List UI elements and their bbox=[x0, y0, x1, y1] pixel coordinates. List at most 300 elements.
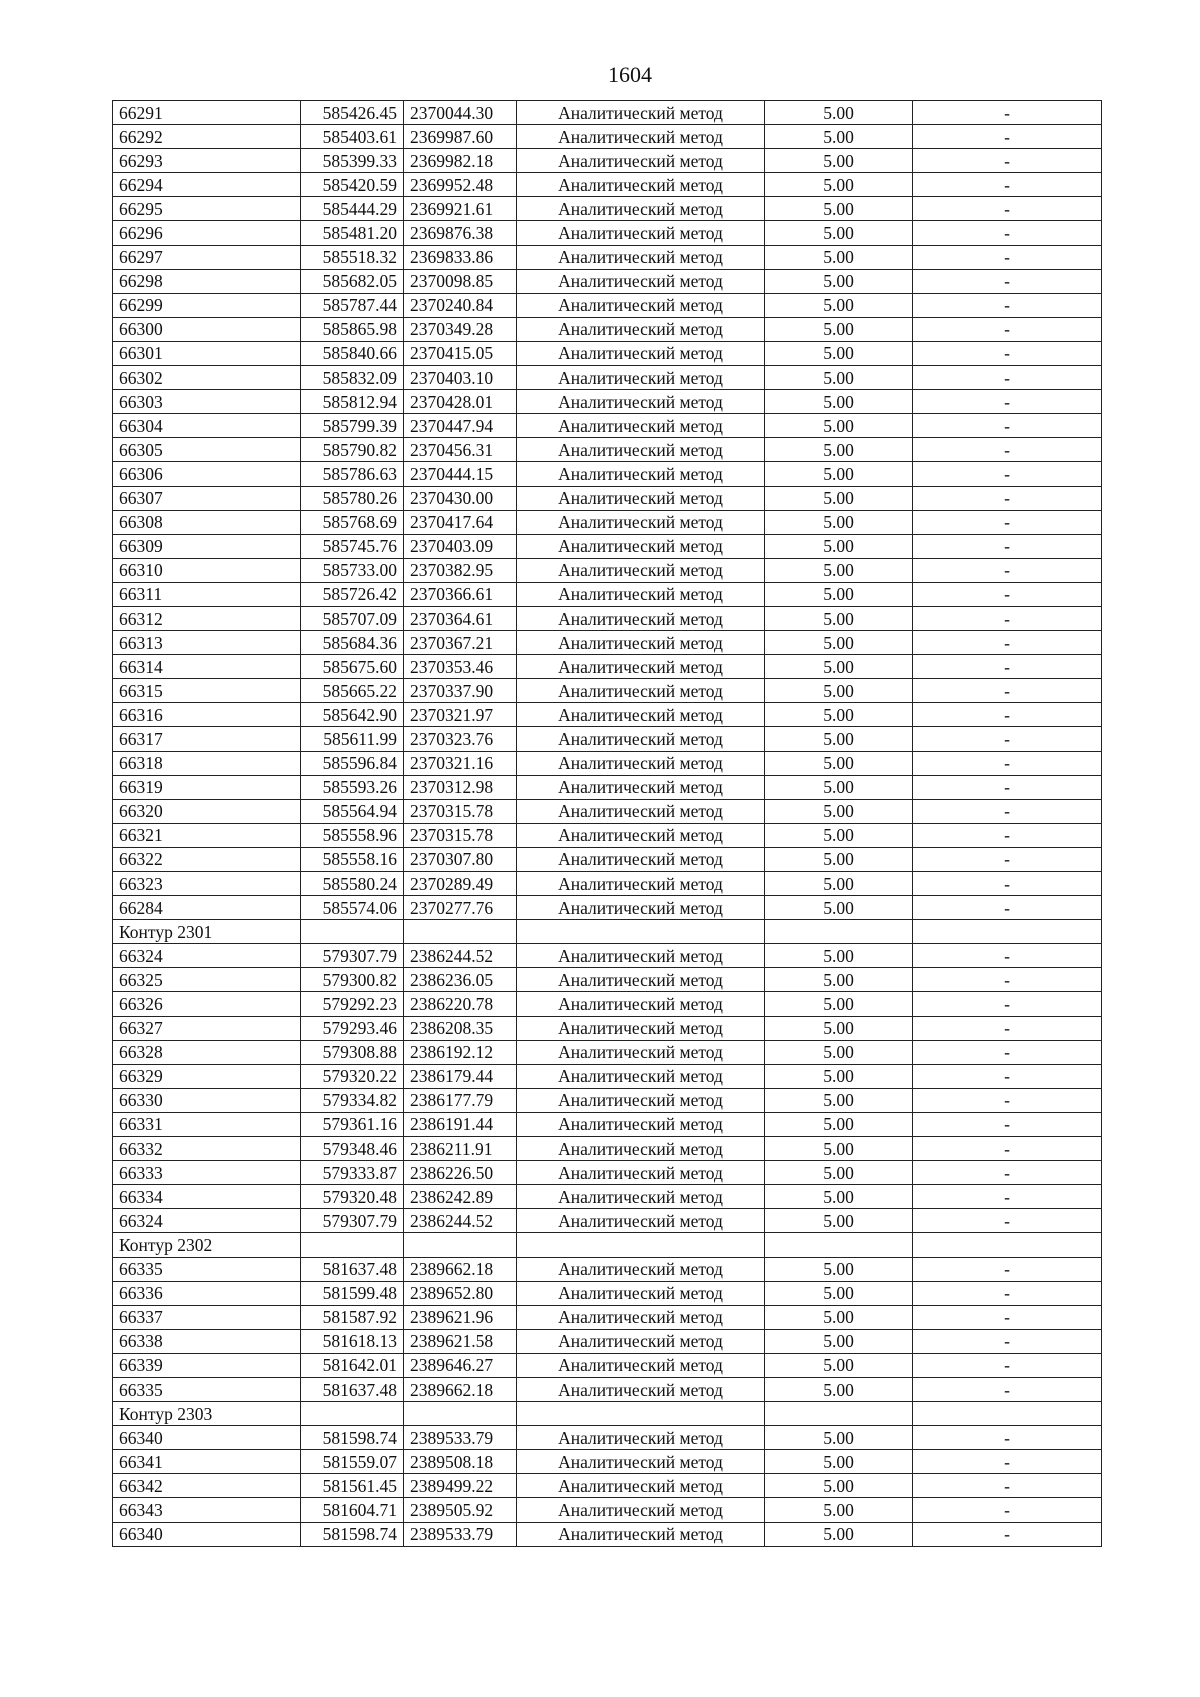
empty-cell bbox=[517, 1233, 765, 1257]
accuracy-cell: 5.00 bbox=[765, 390, 913, 414]
method-cell: Аналитический метод bbox=[517, 341, 765, 365]
note-cell: - bbox=[913, 606, 1102, 630]
y-coordinate-cell: 2389621.58 bbox=[404, 1329, 517, 1353]
point-id-cell: 66340 bbox=[113, 1426, 301, 1450]
point-id-cell: 66311 bbox=[113, 582, 301, 606]
note-cell: - bbox=[913, 1353, 1102, 1377]
method-cell: Аналитический метод bbox=[517, 197, 765, 221]
table-row bbox=[113, 727, 1102, 751]
y-coordinate-cell: 2370240.84 bbox=[404, 293, 517, 317]
y-coordinate-cell: 2370321.97 bbox=[404, 703, 517, 727]
note-cell: - bbox=[913, 631, 1102, 655]
table-row bbox=[113, 414, 1102, 438]
method-cell: Аналитический метод bbox=[517, 486, 765, 510]
x-coordinate-cell: 585642.90 bbox=[301, 703, 404, 727]
point-id-cell: 66298 bbox=[113, 269, 301, 293]
point-id-cell: 66337 bbox=[113, 1305, 301, 1329]
accuracy-cell: 5.00 bbox=[765, 1474, 913, 1498]
accuracy-cell: 5.00 bbox=[765, 269, 913, 293]
table-row bbox=[113, 679, 1102, 703]
method-cell: Аналитический метод bbox=[517, 606, 765, 630]
method-cell: Аналитический метод bbox=[517, 558, 765, 582]
point-id-cell: 66300 bbox=[113, 317, 301, 341]
x-coordinate-cell: 581587.92 bbox=[301, 1305, 404, 1329]
point-id-cell: 66342 bbox=[113, 1474, 301, 1498]
table-row bbox=[113, 1305, 1102, 1329]
table-row bbox=[113, 1498, 1102, 1522]
accuracy-cell: 5.00 bbox=[765, 631, 913, 655]
x-coordinate-cell: 585682.05 bbox=[301, 269, 404, 293]
x-coordinate-cell: 585518.32 bbox=[301, 245, 404, 269]
point-id-cell: 66338 bbox=[113, 1329, 301, 1353]
x-coordinate-cell: 579320.48 bbox=[301, 1185, 404, 1209]
method-cell: Аналитический метод bbox=[517, 992, 765, 1016]
table-row bbox=[113, 1474, 1102, 1498]
table-row bbox=[113, 173, 1102, 197]
y-coordinate-cell: 2370403.10 bbox=[404, 366, 517, 390]
table-row bbox=[113, 992, 1102, 1016]
note-cell: - bbox=[913, 847, 1102, 871]
method-cell: Аналитический метод bbox=[517, 438, 765, 462]
x-coordinate-cell: 585865.98 bbox=[301, 317, 404, 341]
table-row bbox=[113, 751, 1102, 775]
table-row bbox=[113, 703, 1102, 727]
table-row bbox=[113, 847, 1102, 871]
method-cell: Аналитический метод bbox=[517, 631, 765, 655]
y-coordinate-cell: 2370367.21 bbox=[404, 631, 517, 655]
note-cell: - bbox=[913, 269, 1102, 293]
method-cell: Аналитический метод bbox=[517, 703, 765, 727]
point-id-cell: 66339 bbox=[113, 1353, 301, 1377]
method-cell: Аналитический метод bbox=[517, 293, 765, 317]
note-cell: - bbox=[913, 582, 1102, 606]
x-coordinate-cell: 585420.59 bbox=[301, 173, 404, 197]
accuracy-cell: 5.00 bbox=[765, 1137, 913, 1161]
note-cell: - bbox=[913, 293, 1102, 317]
point-id-cell: 66335 bbox=[113, 1257, 301, 1281]
x-coordinate-cell: 579320.22 bbox=[301, 1064, 404, 1088]
table-row bbox=[113, 1450, 1102, 1474]
y-coordinate-cell: 2389533.79 bbox=[404, 1522, 517, 1546]
contour-label: Контур 2302 bbox=[113, 1233, 301, 1257]
y-coordinate-cell: 2389662.18 bbox=[404, 1257, 517, 1281]
coordinates-table bbox=[112, 100, 1102, 1547]
y-coordinate-cell: 2370366.61 bbox=[404, 582, 517, 606]
table-row bbox=[113, 655, 1102, 679]
point-id-cell: 66325 bbox=[113, 968, 301, 992]
x-coordinate-cell: 585403.61 bbox=[301, 125, 404, 149]
note-cell: - bbox=[913, 486, 1102, 510]
x-coordinate-cell: 579300.82 bbox=[301, 968, 404, 992]
method-cell: Аналитический метод bbox=[517, 968, 765, 992]
point-id-cell: 66331 bbox=[113, 1112, 301, 1136]
empty-cell bbox=[301, 1402, 404, 1426]
x-coordinate-cell: 585444.29 bbox=[301, 197, 404, 221]
y-coordinate-cell: 2370417.64 bbox=[404, 510, 517, 534]
note-cell: - bbox=[913, 1040, 1102, 1064]
table-row bbox=[113, 197, 1102, 221]
y-coordinate-cell: 2386244.52 bbox=[404, 944, 517, 968]
accuracy-cell: 5.00 bbox=[765, 245, 913, 269]
note-cell: - bbox=[913, 1257, 1102, 1281]
note-cell: - bbox=[913, 125, 1102, 149]
y-coordinate-cell: 2370428.01 bbox=[404, 390, 517, 414]
note-cell: - bbox=[913, 1426, 1102, 1450]
accuracy-cell: 5.00 bbox=[765, 872, 913, 896]
note-cell: - bbox=[913, 558, 1102, 582]
empty-cell bbox=[765, 1402, 913, 1426]
accuracy-cell: 5.00 bbox=[765, 751, 913, 775]
point-id-cell: 66297 bbox=[113, 245, 301, 269]
table-row bbox=[113, 486, 1102, 510]
accuracy-cell: 5.00 bbox=[765, 558, 913, 582]
x-coordinate-cell: 579308.88 bbox=[301, 1040, 404, 1064]
method-cell: Аналитический метод bbox=[517, 1522, 765, 1546]
method-cell: Аналитический метод bbox=[517, 1474, 765, 1498]
accuracy-cell: 5.00 bbox=[765, 1016, 913, 1040]
point-id-cell: 66299 bbox=[113, 293, 301, 317]
empty-cell bbox=[404, 1402, 517, 1426]
empty-cell bbox=[301, 920, 404, 944]
y-coordinate-cell: 2370364.61 bbox=[404, 606, 517, 630]
table-row bbox=[113, 221, 1102, 245]
note-cell: - bbox=[913, 1161, 1102, 1185]
point-id-cell: 66318 bbox=[113, 751, 301, 775]
x-coordinate-cell: 581637.48 bbox=[301, 1377, 404, 1401]
y-coordinate-cell: 2389621.96 bbox=[404, 1305, 517, 1329]
method-cell: Аналитический метод bbox=[517, 582, 765, 606]
y-coordinate-cell: 2370456.31 bbox=[404, 438, 517, 462]
table-row bbox=[113, 1185, 1102, 1209]
point-id-cell: 66328 bbox=[113, 1040, 301, 1064]
accuracy-cell: 5.00 bbox=[765, 341, 913, 365]
point-id-cell: 66335 bbox=[113, 1377, 301, 1401]
accuracy-cell: 5.00 bbox=[765, 125, 913, 149]
x-coordinate-cell: 585799.39 bbox=[301, 414, 404, 438]
y-coordinate-cell: 2389646.27 bbox=[404, 1353, 517, 1377]
x-coordinate-cell: 579333.87 bbox=[301, 1161, 404, 1185]
y-coordinate-cell: 2389533.79 bbox=[404, 1426, 517, 1450]
y-coordinate-cell: 2370312.98 bbox=[404, 775, 517, 799]
method-cell: Аналитический метод bbox=[517, 221, 765, 245]
point-id-cell: 66292 bbox=[113, 125, 301, 149]
y-coordinate-cell: 2386226.50 bbox=[404, 1161, 517, 1185]
point-id-cell: 66327 bbox=[113, 1016, 301, 1040]
accuracy-cell: 5.00 bbox=[765, 1498, 913, 1522]
table-row bbox=[113, 1016, 1102, 1040]
method-cell: Аналитический метод bbox=[517, 1377, 765, 1401]
note-cell: - bbox=[913, 1329, 1102, 1353]
method-cell: Аналитический метод bbox=[517, 534, 765, 558]
x-coordinate-cell: 579361.16 bbox=[301, 1112, 404, 1136]
y-coordinate-cell: 2370415.05 bbox=[404, 341, 517, 365]
x-coordinate-cell: 585593.26 bbox=[301, 775, 404, 799]
point-id-cell: 66336 bbox=[113, 1281, 301, 1305]
note-cell: - bbox=[913, 245, 1102, 269]
method-cell: Аналитический метод bbox=[517, 1426, 765, 1450]
empty-cell bbox=[765, 920, 913, 944]
note-cell: - bbox=[913, 872, 1102, 896]
point-id-cell: 66293 bbox=[113, 149, 301, 173]
x-coordinate-cell: 579307.79 bbox=[301, 1209, 404, 1233]
note-cell: - bbox=[913, 366, 1102, 390]
accuracy-cell: 5.00 bbox=[765, 1329, 913, 1353]
method-cell: Аналитический метод bbox=[517, 1040, 765, 1064]
y-coordinate-cell: 2370444.15 bbox=[404, 462, 517, 486]
empty-cell bbox=[517, 1402, 765, 1426]
y-coordinate-cell: 2389499.22 bbox=[404, 1474, 517, 1498]
accuracy-cell: 5.00 bbox=[765, 606, 913, 630]
x-coordinate-cell: 581642.01 bbox=[301, 1353, 404, 1377]
method-cell: Аналитический метод bbox=[517, 462, 765, 486]
point-id-cell: 66304 bbox=[113, 414, 301, 438]
note-cell: - bbox=[913, 1377, 1102, 1401]
note-cell: - bbox=[913, 727, 1102, 751]
x-coordinate-cell: 585780.26 bbox=[301, 486, 404, 510]
point-id-cell: 66322 bbox=[113, 847, 301, 871]
x-coordinate-cell: 585558.16 bbox=[301, 847, 404, 871]
accuracy-cell: 5.00 bbox=[765, 317, 913, 341]
accuracy-cell: 5.00 bbox=[765, 1040, 913, 1064]
point-id-cell: 66316 bbox=[113, 703, 301, 727]
table-row bbox=[113, 125, 1102, 149]
table-row bbox=[113, 341, 1102, 365]
table-row bbox=[113, 872, 1102, 896]
x-coordinate-cell: 585684.36 bbox=[301, 631, 404, 655]
point-id-cell: 66291 bbox=[113, 101, 301, 125]
point-id-cell: 66321 bbox=[113, 823, 301, 847]
accuracy-cell: 5.00 bbox=[765, 221, 913, 245]
accuracy-cell: 5.00 bbox=[765, 847, 913, 871]
accuracy-cell: 5.00 bbox=[765, 414, 913, 438]
y-coordinate-cell: 2370430.00 bbox=[404, 486, 517, 510]
table-row bbox=[113, 606, 1102, 630]
method-cell: Аналитический метод bbox=[517, 1064, 765, 1088]
y-coordinate-cell: 2369833.86 bbox=[404, 245, 517, 269]
y-coordinate-cell: 2369876.38 bbox=[404, 221, 517, 245]
method-cell: Аналитический метод bbox=[517, 872, 765, 896]
y-coordinate-cell: 2389505.92 bbox=[404, 1498, 517, 1522]
contour-header-row bbox=[113, 920, 1102, 944]
table-row bbox=[113, 1137, 1102, 1161]
accuracy-cell: 5.00 bbox=[765, 1377, 913, 1401]
point-id-cell: 66302 bbox=[113, 366, 301, 390]
table-row bbox=[113, 269, 1102, 293]
x-coordinate-cell: 585675.60 bbox=[301, 655, 404, 679]
method-cell: Аналитический метод bbox=[517, 1257, 765, 1281]
x-coordinate-cell: 581598.74 bbox=[301, 1426, 404, 1450]
accuracy-cell: 5.00 bbox=[765, 1426, 913, 1450]
method-cell: Аналитический метод bbox=[517, 1185, 765, 1209]
accuracy-cell: 5.00 bbox=[765, 149, 913, 173]
point-id-cell: 66333 bbox=[113, 1161, 301, 1185]
method-cell: Аналитический метод bbox=[517, 366, 765, 390]
method-cell: Аналитический метод bbox=[517, 510, 765, 534]
note-cell: - bbox=[913, 944, 1102, 968]
y-coordinate-cell: 2389508.18 bbox=[404, 1450, 517, 1474]
contour-header-row bbox=[113, 1402, 1102, 1426]
point-id-cell: 66294 bbox=[113, 173, 301, 197]
note-cell: - bbox=[913, 1522, 1102, 1546]
table-row bbox=[113, 1377, 1102, 1401]
method-cell: Аналитический метод bbox=[517, 823, 765, 847]
point-id-cell: 66343 bbox=[113, 1498, 301, 1522]
note-cell: - bbox=[913, 968, 1102, 992]
y-coordinate-cell: 2369982.18 bbox=[404, 149, 517, 173]
contour-label: Контур 2301 bbox=[113, 920, 301, 944]
x-coordinate-cell: 585812.94 bbox=[301, 390, 404, 414]
method-cell: Аналитический метод bbox=[517, 1112, 765, 1136]
table-row bbox=[113, 1353, 1102, 1377]
note-cell: - bbox=[913, 1305, 1102, 1329]
accuracy-cell: 5.00 bbox=[765, 366, 913, 390]
accuracy-cell: 5.00 bbox=[765, 775, 913, 799]
point-id-cell: 66296 bbox=[113, 221, 301, 245]
y-coordinate-cell: 2369952.48 bbox=[404, 173, 517, 197]
table-row bbox=[113, 1040, 1102, 1064]
accuracy-cell: 5.00 bbox=[765, 799, 913, 823]
method-cell: Аналитический метод bbox=[517, 799, 765, 823]
note-cell: - bbox=[913, 775, 1102, 799]
accuracy-cell: 5.00 bbox=[765, 1281, 913, 1305]
empty-cell bbox=[301, 1233, 404, 1257]
y-coordinate-cell: 2386244.52 bbox=[404, 1209, 517, 1233]
y-coordinate-cell: 2370337.90 bbox=[404, 679, 517, 703]
note-cell: - bbox=[913, 221, 1102, 245]
y-coordinate-cell: 2369921.61 bbox=[404, 197, 517, 221]
note-cell: - bbox=[913, 510, 1102, 534]
accuracy-cell: 5.00 bbox=[765, 655, 913, 679]
note-cell: - bbox=[913, 823, 1102, 847]
accuracy-cell: 5.00 bbox=[765, 438, 913, 462]
y-coordinate-cell: 2370321.16 bbox=[404, 751, 517, 775]
x-coordinate-cell: 585580.24 bbox=[301, 872, 404, 896]
note-cell: - bbox=[913, 1016, 1102, 1040]
y-coordinate-cell: 2386192.12 bbox=[404, 1040, 517, 1064]
table-row bbox=[113, 558, 1102, 582]
table-row bbox=[113, 149, 1102, 173]
y-coordinate-cell: 2386236.05 bbox=[404, 968, 517, 992]
table-row bbox=[113, 896, 1102, 920]
x-coordinate-cell: 585707.09 bbox=[301, 606, 404, 630]
accuracy-cell: 5.00 bbox=[765, 1353, 913, 1377]
note-cell: - bbox=[913, 1137, 1102, 1161]
y-coordinate-cell: 2370382.95 bbox=[404, 558, 517, 582]
x-coordinate-cell: 581618.13 bbox=[301, 1329, 404, 1353]
x-coordinate-cell: 581637.48 bbox=[301, 1257, 404, 1281]
table-row bbox=[113, 1064, 1102, 1088]
note-cell: - bbox=[913, 1064, 1102, 1088]
accuracy-cell: 5.00 bbox=[765, 462, 913, 486]
note-cell: - bbox=[913, 1450, 1102, 1474]
x-coordinate-cell: 585733.00 bbox=[301, 558, 404, 582]
point-id-cell: 66330 bbox=[113, 1088, 301, 1112]
note-cell: - bbox=[913, 1281, 1102, 1305]
x-coordinate-cell: 585665.22 bbox=[301, 679, 404, 703]
table-row bbox=[113, 1112, 1102, 1136]
x-coordinate-cell: 585558.96 bbox=[301, 823, 404, 847]
y-coordinate-cell: 2369987.60 bbox=[404, 125, 517, 149]
empty-cell bbox=[913, 1402, 1102, 1426]
table-row bbox=[113, 438, 1102, 462]
method-cell: Аналитический метод bbox=[517, 1281, 765, 1305]
point-id-cell: 66319 bbox=[113, 775, 301, 799]
note-cell: - bbox=[913, 751, 1102, 775]
note-cell: - bbox=[913, 1209, 1102, 1233]
accuracy-cell: 5.00 bbox=[765, 534, 913, 558]
table-row bbox=[113, 968, 1102, 992]
x-coordinate-cell: 581561.45 bbox=[301, 1474, 404, 1498]
note-cell: - bbox=[913, 992, 1102, 1016]
method-cell: Аналитический метод bbox=[517, 101, 765, 125]
x-coordinate-cell: 585399.33 bbox=[301, 149, 404, 173]
point-id-cell: 66305 bbox=[113, 438, 301, 462]
note-cell: - bbox=[913, 1474, 1102, 1498]
contour-header-row bbox=[113, 1233, 1102, 1257]
y-coordinate-cell: 2370323.76 bbox=[404, 727, 517, 751]
note-cell: - bbox=[913, 679, 1102, 703]
empty-cell bbox=[913, 1233, 1102, 1257]
method-cell: Аналитический метод bbox=[517, 317, 765, 341]
note-cell: - bbox=[913, 341, 1102, 365]
accuracy-cell: 5.00 bbox=[765, 1161, 913, 1185]
method-cell: Аналитический метод bbox=[517, 414, 765, 438]
accuracy-cell: 5.00 bbox=[765, 823, 913, 847]
method-cell: Аналитический метод bbox=[517, 1088, 765, 1112]
y-coordinate-cell: 2370044.30 bbox=[404, 101, 517, 125]
method-cell: Аналитический метод bbox=[517, 847, 765, 871]
note-cell: - bbox=[913, 655, 1102, 679]
y-coordinate-cell: 2370349.28 bbox=[404, 317, 517, 341]
note-cell: - bbox=[913, 1185, 1102, 1209]
y-coordinate-cell: 2370315.78 bbox=[404, 799, 517, 823]
accuracy-cell: 5.00 bbox=[765, 896, 913, 920]
x-coordinate-cell: 581604.71 bbox=[301, 1498, 404, 1522]
accuracy-cell: 5.00 bbox=[765, 582, 913, 606]
method-cell: Аналитический метод bbox=[517, 944, 765, 968]
method-cell: Аналитический метод bbox=[517, 173, 765, 197]
y-coordinate-cell: 2386191.44 bbox=[404, 1112, 517, 1136]
table-row bbox=[113, 293, 1102, 317]
point-id-cell: 66310 bbox=[113, 558, 301, 582]
note-cell: - bbox=[913, 534, 1102, 558]
table-row bbox=[113, 366, 1102, 390]
x-coordinate-cell: 585481.20 bbox=[301, 221, 404, 245]
note-cell: - bbox=[913, 1498, 1102, 1522]
point-id-cell: 66307 bbox=[113, 486, 301, 510]
x-coordinate-cell: 585786.63 bbox=[301, 462, 404, 486]
note-cell: - bbox=[913, 1088, 1102, 1112]
method-cell: Аналитический метод bbox=[517, 655, 765, 679]
contour-label: Контур 2303 bbox=[113, 1402, 301, 1426]
x-coordinate-cell: 581599.48 bbox=[301, 1281, 404, 1305]
x-coordinate-cell: 585596.84 bbox=[301, 751, 404, 775]
x-coordinate-cell: 585840.66 bbox=[301, 341, 404, 365]
accuracy-cell: 5.00 bbox=[765, 703, 913, 727]
point-id-cell: 66340 bbox=[113, 1522, 301, 1546]
note-cell: - bbox=[913, 462, 1102, 486]
x-coordinate-cell: 579334.82 bbox=[301, 1088, 404, 1112]
x-coordinate-cell: 585832.09 bbox=[301, 366, 404, 390]
point-id-cell: 66306 bbox=[113, 462, 301, 486]
y-coordinate-cell: 2386211.91 bbox=[404, 1137, 517, 1161]
x-coordinate-cell: 585790.82 bbox=[301, 438, 404, 462]
table-row bbox=[113, 1209, 1102, 1233]
note-cell: - bbox=[913, 438, 1102, 462]
method-cell: Аналитический метод bbox=[517, 775, 765, 799]
method-cell: Аналитический метод bbox=[517, 1329, 765, 1353]
table-row bbox=[113, 245, 1102, 269]
